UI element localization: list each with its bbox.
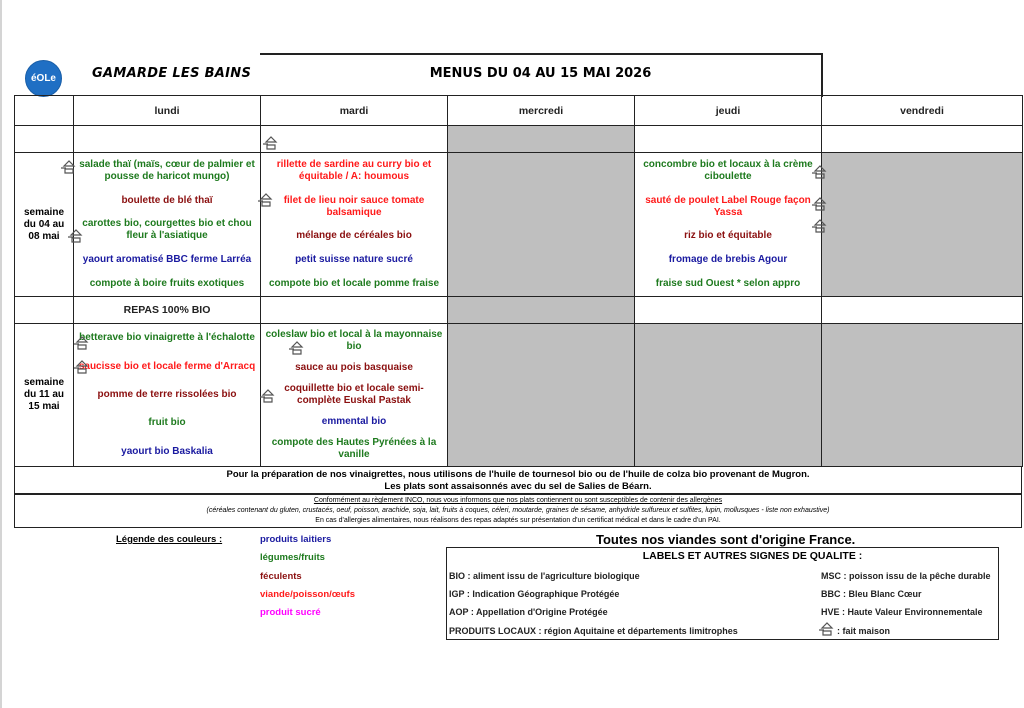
menu-cell-lundi xyxy=(73,152,261,297)
pre-row-jeudi xyxy=(634,125,822,153)
label-hve: HVE : Haute Valeur Environnementale xyxy=(821,607,983,617)
label-local: PRODUITS LOCAUX : région Aquitaine et départements limitrophes xyxy=(449,626,738,636)
label-bio: BIO : aliment issu de l'agriculture biologique xyxy=(449,571,640,581)
menu-cell-mercredi xyxy=(447,152,635,297)
menu-item: filet de lieu noir sauce tomate balsamique xyxy=(283,194,425,218)
menu-item: saucisse bio et locale ferme d'Arracq xyxy=(78,360,256,372)
day-header-vendredi: vendredi xyxy=(821,95,1023,126)
legend-sweet: produit sucré xyxy=(260,607,321,618)
allergen-list: (céréales contenant du gluten, crustacés, oeuf, poisson, arachide, soja, lait, fruits à coques, céleri, moutarde, graines de sésame, anhydride sulfureux et sulfites, lupin, mollusques - liste non exhaustive) xyxy=(206,507,830,514)
day-header-mercredi: mercredi xyxy=(447,95,635,126)
menu-item: salade thaï (maïs, cœur de palmier et pousse de haricot mungo) xyxy=(79,158,255,182)
menu-cell-vendredi xyxy=(821,152,1023,297)
day-header-jeudi: jeudi xyxy=(634,95,822,126)
school-name: GAMARDE LES BAINS xyxy=(92,66,252,81)
week-label xyxy=(14,323,74,467)
menu-item: coquillette bio et locale semi-complète Euskal Pastak xyxy=(284,382,424,406)
label-fait-maison: : fait maison xyxy=(837,626,891,636)
legend-vegetables: légumes/fruits xyxy=(260,552,325,563)
day-header-lundi: lundi xyxy=(73,95,261,126)
house-icon xyxy=(289,341,305,355)
menu-cell-lundi xyxy=(73,323,261,467)
menu-title: MENUS DU 04 AU 15 MAI 2026 xyxy=(429,66,652,81)
menu-item: boulette de blé thaï xyxy=(121,194,213,206)
oil-salt-note xyxy=(14,466,1022,494)
house-icon xyxy=(61,160,77,174)
bio-meal-badge: REPAS 100% BIO xyxy=(73,296,261,324)
meat-origin-note: Toutes nos viandes sont d'origine France. xyxy=(596,532,856,547)
menu-cell-jeudi xyxy=(634,323,822,467)
house-icon xyxy=(819,622,835,636)
legend-meat: viande/poisson/œufs xyxy=(260,589,356,600)
label-aop: AOP : Appellation d'Origine Protégée xyxy=(449,607,608,617)
legend-starches: féculents xyxy=(260,571,302,582)
pai-note: En cas d'allergies alimentaires, nous réalisons des repas adaptés sur présentation d'un certificat médical et dans le cadre d'un PAI. xyxy=(315,517,721,524)
week-pre-label xyxy=(14,125,74,153)
eole-logo: éOLe xyxy=(25,60,62,97)
house-icon xyxy=(260,389,276,403)
house-icon xyxy=(812,197,828,211)
page-edge xyxy=(0,0,2,708)
house-icon xyxy=(263,136,279,150)
house-icon xyxy=(258,193,274,207)
menu-item: mélange de céréales bio xyxy=(296,230,412,242)
day-header-mardi: mardi xyxy=(260,95,448,126)
house-icon xyxy=(68,229,84,243)
menu-item: betterave bio vinaigrette à l'échalotte xyxy=(79,332,255,344)
week-label-line: 15 mai xyxy=(28,401,60,412)
house-icon xyxy=(74,336,90,350)
week-label-line: 08 mai xyxy=(28,230,60,242)
week-label-line: semaine xyxy=(23,377,65,388)
menu-item: rillette de sardine au curry bio et équitable / A: houmous xyxy=(276,158,432,182)
legend-title: Légende des couleurs : xyxy=(116,534,223,545)
house-icon xyxy=(74,360,90,374)
menu-item: yaourt aromatisé BBC ferme Larréa xyxy=(82,254,252,266)
legend-dairy: produits laitiers xyxy=(260,534,332,545)
menu-cell-jeudi xyxy=(634,152,822,297)
week-post-label xyxy=(14,296,74,324)
vinaigrette-note: Pour la préparation de nos vinaigrettes, nous utilisons de l'huile de tournesol bio ou de l'huile de colza bio provenant de Mugron. xyxy=(226,469,810,480)
menu-item: concombre bio et locaux à la crème ciboulette xyxy=(643,158,813,182)
pre-row-mardi xyxy=(260,125,448,153)
header-corner xyxy=(14,95,74,126)
menu-cell-mardi xyxy=(260,152,448,297)
week-label-line: du 04 au xyxy=(23,218,65,230)
labels-title: LABELS ET AUTRES SIGNES DE QUALITE : xyxy=(642,550,863,562)
menu-item: petit suisse nature sucré xyxy=(295,254,413,266)
allergen-note xyxy=(14,494,1022,528)
menu-item: emmental bio xyxy=(321,416,387,428)
menu-item: riz bio et équitable xyxy=(684,230,772,242)
post-row-mardi xyxy=(260,296,448,324)
menu-item: pomme de terre rissolées bio xyxy=(97,388,237,400)
house-icon xyxy=(812,165,828,179)
menu-item: sauce au pois basquaise xyxy=(295,361,413,373)
house-icon xyxy=(812,219,828,233)
menu-item: fromage de brebis Agour xyxy=(668,254,788,266)
inco-note: Conformément au règlement INCO, nous vous informons que nos plats contiennent ou sont susceptibles de contenir des allergènes xyxy=(313,497,723,504)
menu-item: compote des Hautes Pyrénées à la vanille xyxy=(271,437,437,461)
week-label-line: semaine xyxy=(23,206,65,218)
menu-item: fruit bio xyxy=(148,417,186,429)
menu-item: fraise sud Ouest * selon appro xyxy=(655,278,801,290)
salt-note: Les plats sont assaisonnés avec du sel de Salies de Béarn. xyxy=(384,481,652,492)
pre-row-vendredi xyxy=(821,125,1023,153)
menu-cell-mercredi xyxy=(447,323,635,467)
label-msc: MSC : poisson issu de la pêche durable xyxy=(821,571,991,581)
menu-item: compote bio et locale pomme fraise xyxy=(268,278,440,290)
post-row-mercredi xyxy=(447,296,635,324)
pre-row-lundi xyxy=(73,125,261,153)
menu-item: yaourt bio Baskalia xyxy=(121,445,213,457)
post-row-jeudi xyxy=(634,296,822,324)
menu-item: compote à boire fruits exotiques xyxy=(89,278,245,290)
label-igp: IGP : Indication Géographique Protégée xyxy=(449,589,620,599)
post-row-vendredi xyxy=(821,296,1023,324)
pre-row-mercredi xyxy=(447,125,635,153)
menu-item: carottes bio, courgettes bio et chou fleur à l'asiatique xyxy=(82,218,252,242)
menu-item: coleslaw bio et local à la mayonnaise bio xyxy=(265,328,443,352)
week-label-line: du 11 au xyxy=(23,389,64,400)
label-bbc: BBC : Bleu Blanc Cœur xyxy=(821,589,922,599)
menu-item: sauté de poulet Label Rouge façon Yassa xyxy=(645,194,811,218)
menu-cell-vendredi xyxy=(821,323,1023,467)
